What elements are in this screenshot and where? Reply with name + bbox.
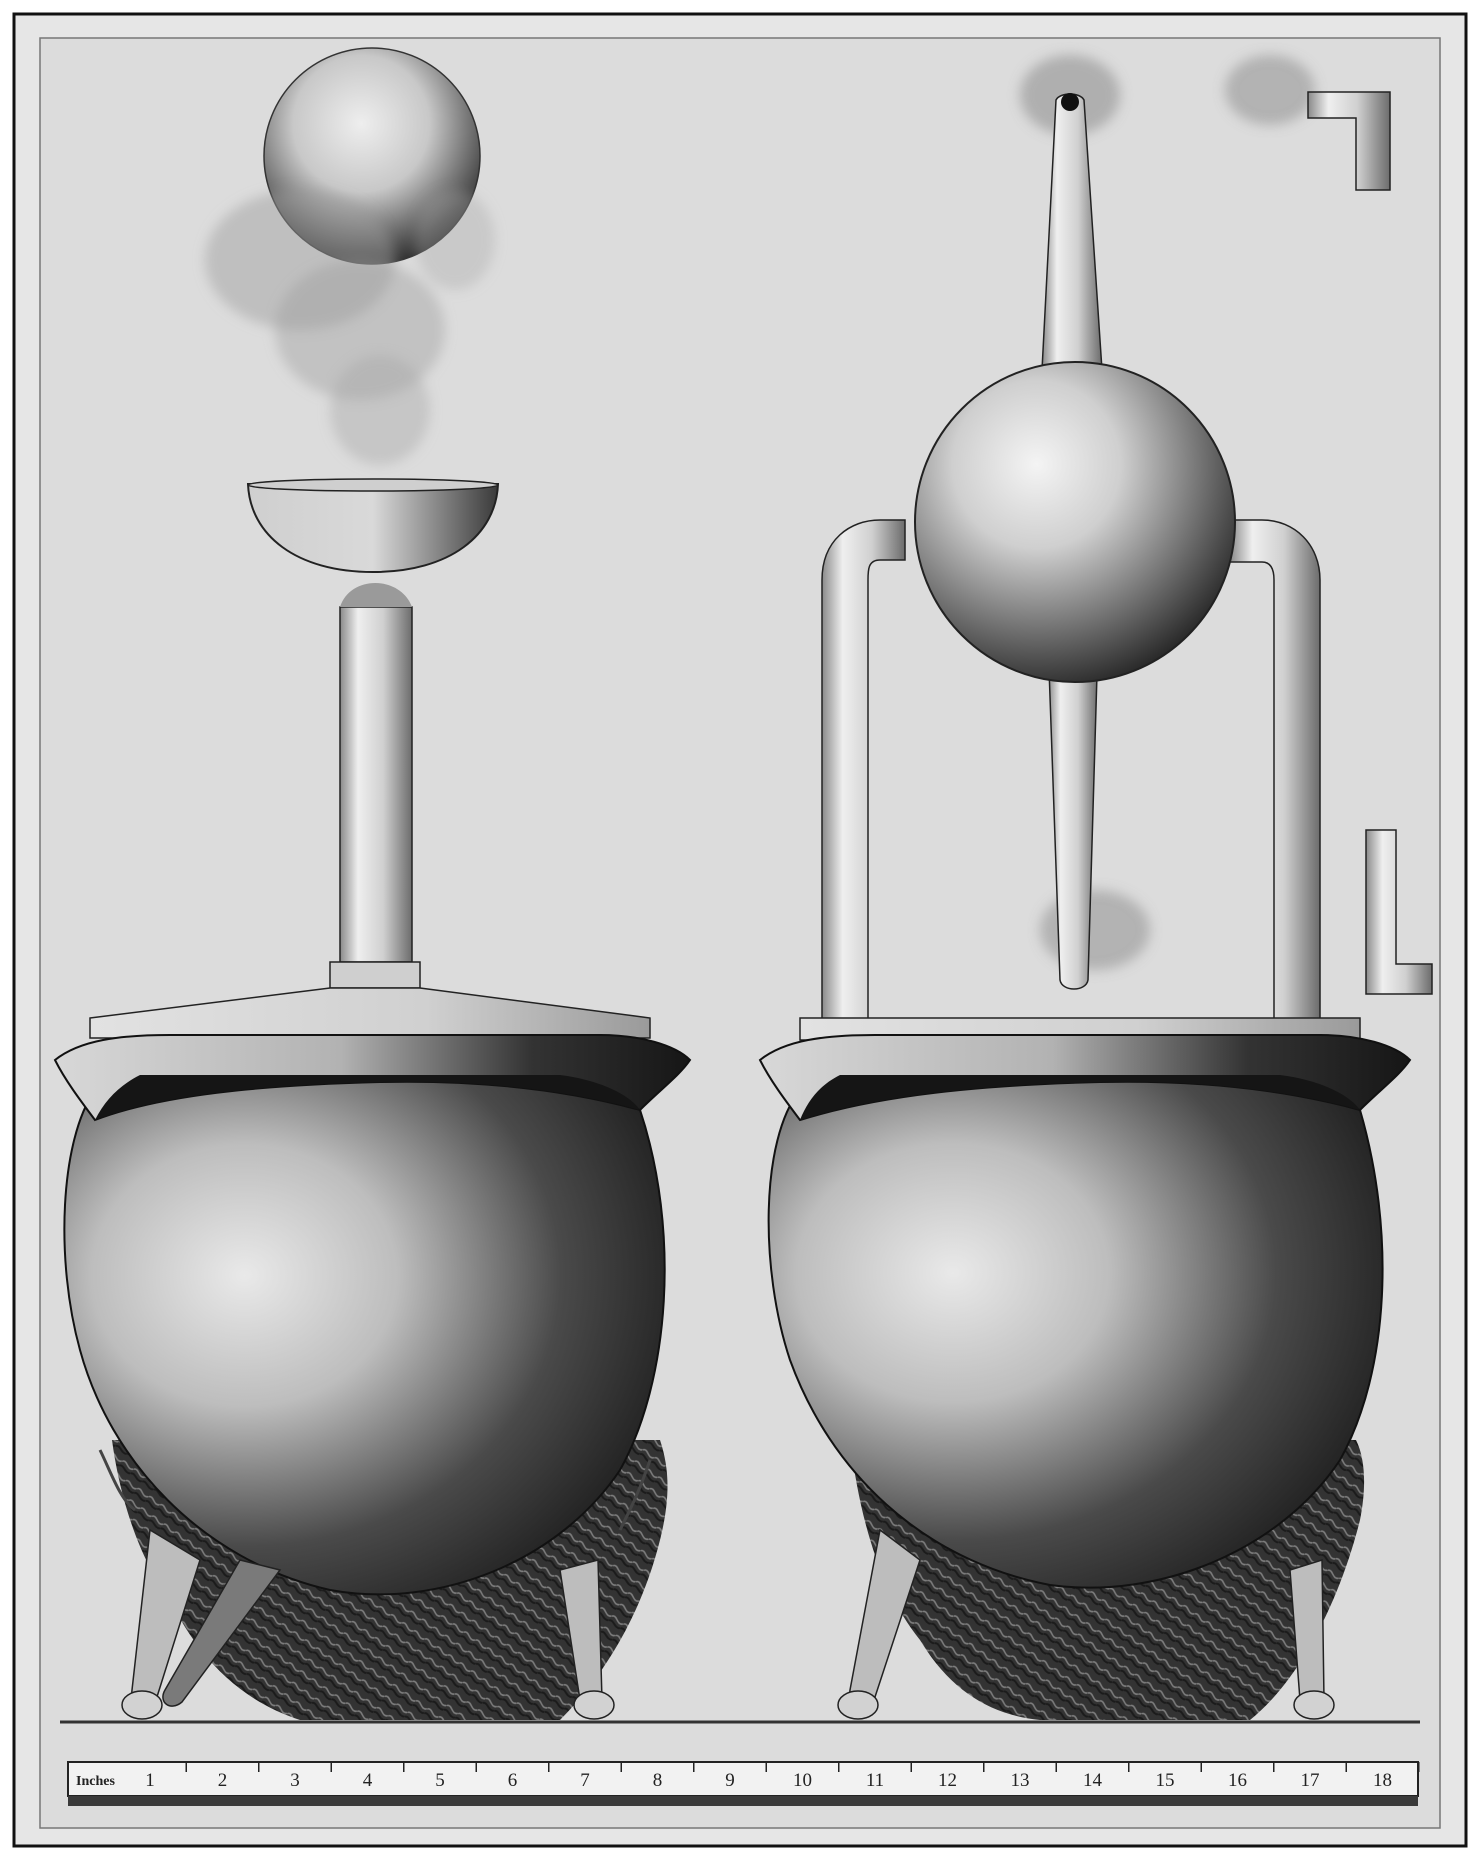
ruler-number: 6 [507,1770,518,1791]
ruler-number: 3 [290,1770,300,1791]
ruler-unit-label: Inches [76,1774,115,1789]
ruler-number: 7 [580,1770,590,1791]
ruler-number: 9 [725,1770,735,1791]
ruler-number: 17 [1300,1770,1320,1791]
ruler-number: 12 [938,1770,957,1791]
ruler-number: 1 [145,1770,155,1791]
left-bowl-stem [340,607,412,962]
inch-ruler [68,1762,1419,1806]
ruler-number: 13 [1010,1770,1030,1791]
ruler-number: 8 [652,1770,663,1791]
ruler-number: 14 [1083,1770,1102,1791]
ruler-number: 11 [865,1770,885,1791]
ruler-number: 4 [362,1770,373,1791]
right-boiler-sphere [915,362,1235,682]
ruler-number: 2 [217,1770,228,1791]
ruler-number: 18 [1373,1770,1392,1791]
ruler-number: 10 [793,1770,812,1791]
ruler-number: 16 [1228,1770,1247,1791]
ruler-number: 5 [435,1770,445,1791]
ruler-number: 15 [1155,1770,1175,1791]
